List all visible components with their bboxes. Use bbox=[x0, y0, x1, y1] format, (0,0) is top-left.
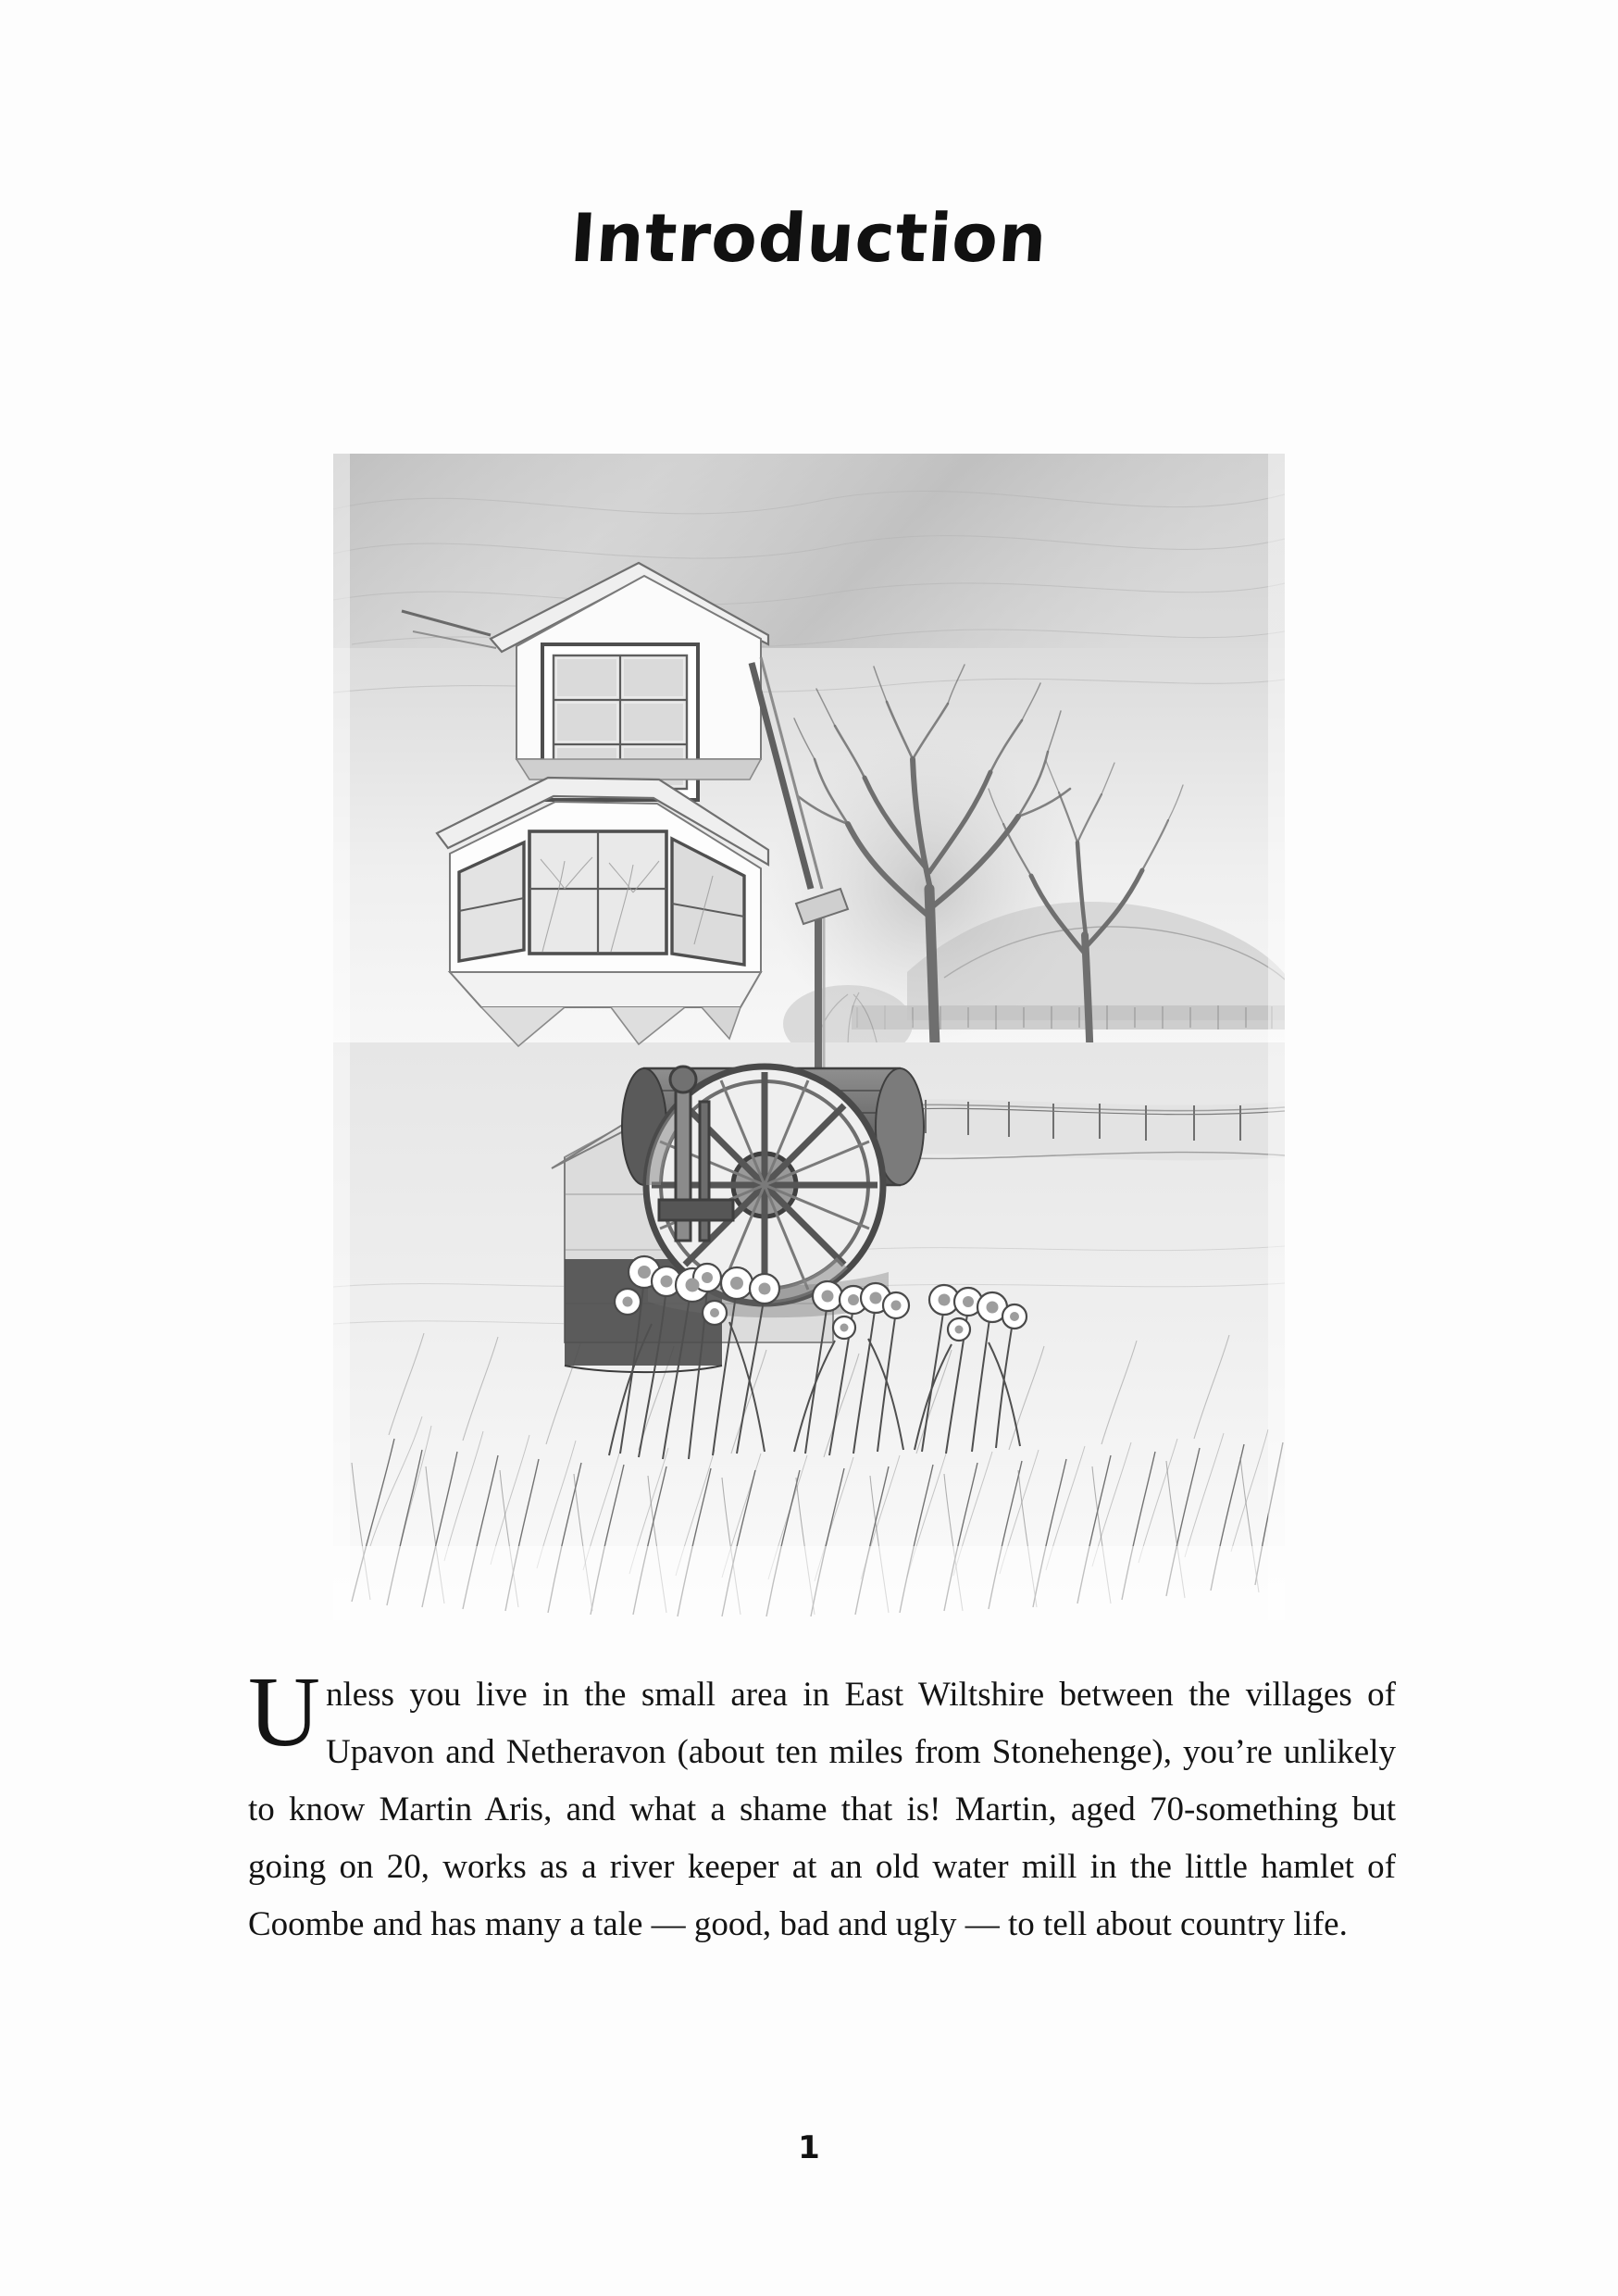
page-title: Introduction bbox=[567, 199, 1051, 277]
water-mill-pencil-illustration bbox=[333, 454, 1285, 1620]
paragraph-text: nless you live in the small area in East Wiltshire between the villages of Upavon and Netheravon (about ten miles from Stonehenge), you’re unlikely to know Martin Aris, and what a shame that is! Martin, aged 70-something but going on 20, works as a river keeper at an old water mill in the little hamlet of Coombe and has many a tale — good, bad and ugly — to tell about country life. bbox=[248, 1676, 1396, 1943]
introduction-paragraph bbox=[248, 1657, 1396, 1953]
drop-cap: U bbox=[248, 1657, 320, 1767]
page-number: 1 bbox=[798, 2129, 820, 2166]
